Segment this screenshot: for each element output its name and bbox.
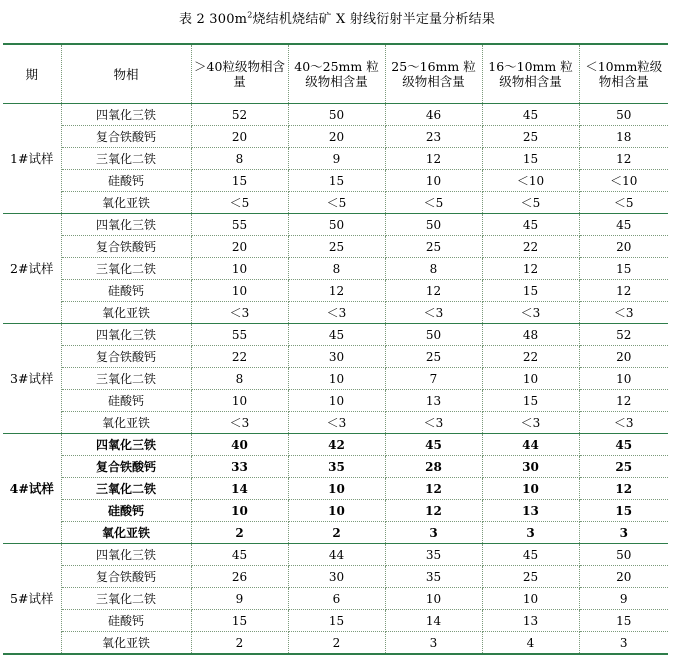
phase-content-cell: 10: [482, 588, 579, 610]
phase-content-cell: 6: [288, 588, 385, 610]
table-row: [3, 324, 668, 346]
phase-content-cell: 13: [482, 500, 579, 522]
phase-content-cell: 15: [288, 170, 385, 192]
phase-name: 氧化亚铁: [61, 522, 191, 544]
phase-name: 复合铁酸钙: [61, 566, 191, 588]
table-row: [3, 126, 668, 148]
phase-content-cell: 15: [482, 148, 579, 170]
phase-content-cell: 14: [191, 478, 288, 500]
phase-content-cell: 28: [385, 456, 482, 478]
phase-content-cell: 15: [579, 258, 668, 280]
phase-content-cell: 50: [385, 324, 482, 346]
phase-content-cell: 8: [191, 148, 288, 170]
table-row: [3, 500, 668, 522]
phase-content-cell: 30: [288, 566, 385, 588]
phase-content-cell: 35: [385, 566, 482, 588]
table-row: [3, 566, 668, 588]
phase-content-cell: 22: [482, 236, 579, 258]
sample-label: 4#试样: [3, 434, 61, 544]
phase-content-cell: 9: [579, 588, 668, 610]
phase-content-cell: 22: [191, 346, 288, 368]
phase-content-cell: 10: [579, 368, 668, 390]
phase-content-cell: 3: [579, 522, 668, 544]
phase-name: 氧化亚铁: [61, 632, 191, 655]
phase-content-cell: 20: [579, 346, 668, 368]
sample-label: 5#试样: [3, 544, 61, 655]
caption-prefix: 表 2 300m: [178, 12, 248, 27]
phase-content-cell: 15: [482, 280, 579, 302]
phase-name: 复合铁酸钙: [61, 346, 191, 368]
phase-content-cell: 25: [482, 566, 579, 588]
phase-content-cell: 25: [385, 346, 482, 368]
header-row: [3, 44, 668, 104]
phase-name: 氧化亚铁: [61, 302, 191, 324]
table-row: [3, 588, 668, 610]
phase-content-cell: ＜10: [482, 170, 579, 192]
table-row: [3, 610, 668, 632]
phase-name: 四氧化三铁: [61, 324, 191, 346]
phase-content-cell: ＜3: [191, 302, 288, 324]
phase-content-cell: 44: [482, 434, 579, 456]
phase-content-cell: 12: [482, 258, 579, 280]
phase-content-cell: ＜5: [385, 192, 482, 214]
phase-name: 氧化亚铁: [61, 192, 191, 214]
table-row: [3, 214, 668, 236]
phase-content-cell: 9: [288, 148, 385, 170]
phase-content-cell: 8: [191, 368, 288, 390]
phase-content-cell: 10: [288, 390, 385, 412]
phase-content-cell: 48: [482, 324, 579, 346]
phase-content-cell: 45: [191, 544, 288, 566]
phase-content-cell: 10: [288, 368, 385, 390]
phase-content-cell: 15: [191, 610, 288, 632]
phase-content-cell: 15: [579, 610, 668, 632]
phase-content-cell: 12: [385, 280, 482, 302]
table-body: [3, 104, 668, 655]
phase-content-cell: 22: [482, 346, 579, 368]
phase-content-cell: 12: [288, 280, 385, 302]
phase-content-cell: 14: [385, 610, 482, 632]
table-row: [3, 368, 668, 390]
phase-content-cell: 45: [482, 544, 579, 566]
sample-label: 3#试样: [3, 324, 61, 434]
phase-content-cell: ＜3: [288, 412, 385, 434]
phase-name: 四氧化三铁: [61, 214, 191, 236]
phase-content-cell: ＜3: [579, 302, 668, 324]
phase-content-cell: 10: [288, 478, 385, 500]
phase-content-cell: 9: [191, 588, 288, 610]
phase-content-cell: 26: [191, 566, 288, 588]
phase-content-cell: 8: [288, 258, 385, 280]
sample-label: 2#试样: [3, 214, 61, 324]
phase-content-cell: 10: [191, 500, 288, 522]
phase-content-cell: 50: [385, 214, 482, 236]
table-row: [3, 412, 668, 434]
phase-name: 三氧化二铁: [61, 478, 191, 500]
phase-content-cell: 2: [288, 522, 385, 544]
phase-content-cell: ＜3: [385, 412, 482, 434]
phase-name: 四氧化三铁: [61, 544, 191, 566]
header-size-16-10: 16～10mm 粒级物相含量: [482, 44, 579, 104]
table-row: [3, 258, 668, 280]
phase-content-cell: 45: [385, 434, 482, 456]
header-period: 期: [3, 44, 61, 104]
phase-content-cell: 7: [385, 368, 482, 390]
phase-content-cell: 12: [385, 148, 482, 170]
table-row: [3, 236, 668, 258]
table-row: [3, 192, 668, 214]
caption-suffix: 烧结机烧结矿 X 射线衍射半定量分析结果: [252, 12, 496, 27]
header-size-gt40: ＞40粒级物相含量: [191, 44, 288, 104]
phase-content-cell: 50: [579, 104, 668, 126]
header-size-25-16: 25～16mm 粒级物相含量: [385, 44, 482, 104]
phase-content-cell: ＜3: [191, 412, 288, 434]
phase-name: 四氧化三铁: [61, 104, 191, 126]
phase-content-cell: 30: [482, 456, 579, 478]
phase-content-cell: 10: [385, 588, 482, 610]
phase-content-cell: ＜3: [385, 302, 482, 324]
phase-name: 硅酸钙: [61, 610, 191, 632]
phase-content-cell: 35: [385, 544, 482, 566]
phase-content-cell: 13: [385, 390, 482, 412]
phase-content-cell: 52: [191, 104, 288, 126]
phase-content-cell: ＜3: [579, 412, 668, 434]
phase-content-cell: 18: [579, 126, 668, 148]
phase-name: 硅酸钙: [61, 500, 191, 522]
phase-content-cell: 20: [579, 236, 668, 258]
table-row: [3, 280, 668, 302]
phase-content-cell: 45: [579, 214, 668, 236]
header-phase: 物相: [61, 44, 191, 104]
phase-content-cell: 12: [579, 280, 668, 302]
caption-superscript: 2: [247, 10, 253, 20]
phase-content-cell: 40: [191, 434, 288, 456]
phase-content-cell: 10: [482, 368, 579, 390]
phase-content-cell: 12: [385, 500, 482, 522]
phase-content-cell: ＜5: [482, 192, 579, 214]
phase-content-cell: 10: [191, 390, 288, 412]
phase-content-cell: ＜10: [579, 170, 668, 192]
table-row: [3, 478, 668, 500]
phase-content-cell: 10: [288, 500, 385, 522]
header-size-40-25: 40～25mm 粒级物相含量: [288, 44, 385, 104]
table-row: [3, 434, 668, 456]
phase-content-cell: 45: [482, 104, 579, 126]
phase-content-cell: 8: [385, 258, 482, 280]
phase-content-cell: 10: [191, 258, 288, 280]
phase-content-cell: 15: [482, 390, 579, 412]
phase-name: 硅酸钙: [61, 280, 191, 302]
phase-name: 氧化亚铁: [61, 412, 191, 434]
phase-content-cell: 4: [482, 632, 579, 655]
phase-name: 三氧化二铁: [61, 258, 191, 280]
phase-name: 三氧化二铁: [61, 588, 191, 610]
phase-content-cell: 50: [579, 544, 668, 566]
table-row: [3, 456, 668, 478]
phase-content-cell: 50: [288, 104, 385, 126]
phase-content-cell: 20: [288, 126, 385, 148]
phase-content-cell: ＜3: [482, 412, 579, 434]
phase-content-cell: ＜3: [288, 302, 385, 324]
phase-content-cell: 45: [288, 324, 385, 346]
phase-content-cell: 46: [385, 104, 482, 126]
phase-content-cell: 23: [385, 126, 482, 148]
header-size-lt10: ＜10mm粒级物相含量: [579, 44, 668, 104]
phase-content-cell: 3: [482, 522, 579, 544]
phase-content-cell: 55: [191, 214, 288, 236]
phase-content-cell: 52: [579, 324, 668, 346]
phase-content-cell: ＜5: [579, 192, 668, 214]
phase-content-cell: 10: [191, 280, 288, 302]
phase-content-cell: 12: [579, 148, 668, 170]
phase-name: 硅酸钙: [61, 390, 191, 412]
phase-content-cell: 25: [288, 236, 385, 258]
table-row: [3, 346, 668, 368]
phase-content-cell: 2: [191, 522, 288, 544]
phase-name: 复合铁酸钙: [61, 236, 191, 258]
phase-name: 硅酸钙: [61, 170, 191, 192]
phase-content-cell: 20: [191, 126, 288, 148]
phase-content-cell: 3: [385, 522, 482, 544]
phase-content-cell: 25: [482, 126, 579, 148]
phase-content-cell: 12: [579, 478, 668, 500]
table-row: [3, 632, 668, 655]
phase-content-cell: 44: [288, 544, 385, 566]
phase-content-cell: 20: [579, 566, 668, 588]
phase-name: 复合铁酸钙: [61, 126, 191, 148]
table-row: [3, 148, 668, 170]
phase-content-cell: 55: [191, 324, 288, 346]
phase-content-cell: 13: [482, 610, 579, 632]
phase-content-cell: 15: [579, 500, 668, 522]
phase-content-cell: 15: [288, 610, 385, 632]
phase-content-cell: 2: [288, 632, 385, 655]
table-row: [3, 302, 668, 324]
table-row: [3, 390, 668, 412]
phase-content-cell: 12: [385, 478, 482, 500]
phase-content-cell: ＜5: [191, 192, 288, 214]
phase-name: 三氧化二铁: [61, 368, 191, 390]
phase-content-cell: 45: [482, 214, 579, 236]
phase-content-cell: 15: [191, 170, 288, 192]
phase-name: 三氧化二铁: [61, 148, 191, 170]
table-row: [3, 170, 668, 192]
phase-content-cell: ＜3: [482, 302, 579, 324]
table-caption: [0, 8, 674, 27]
table-row: [3, 544, 668, 566]
phase-content-cell: 35: [288, 456, 385, 478]
phase-content-cell: 2: [191, 632, 288, 655]
phase-content-cell: 45: [579, 434, 668, 456]
phase-content-cell: 3: [385, 632, 482, 655]
phase-content-cell: 20: [191, 236, 288, 258]
phase-content-cell: 25: [385, 236, 482, 258]
phase-name: 四氧化三铁: [61, 434, 191, 456]
table-row: [3, 104, 668, 126]
phase-content-cell: 10: [482, 478, 579, 500]
phase-content-cell: 10: [385, 170, 482, 192]
phase-content-cell: 42: [288, 434, 385, 456]
xrd-results-table: [3, 43, 668, 655]
table-row: [3, 522, 668, 544]
phase-content-cell: 12: [579, 390, 668, 412]
phase-content-cell: 3: [579, 632, 668, 655]
phase-content-cell: 25: [579, 456, 668, 478]
phase-content-cell: 50: [288, 214, 385, 236]
phase-name: 复合铁酸钙: [61, 456, 191, 478]
phase-content-cell: 30: [288, 346, 385, 368]
phase-content-cell: 33: [191, 456, 288, 478]
phase-content-cell: ＜5: [288, 192, 385, 214]
sample-label: 1#试样: [3, 104, 61, 214]
